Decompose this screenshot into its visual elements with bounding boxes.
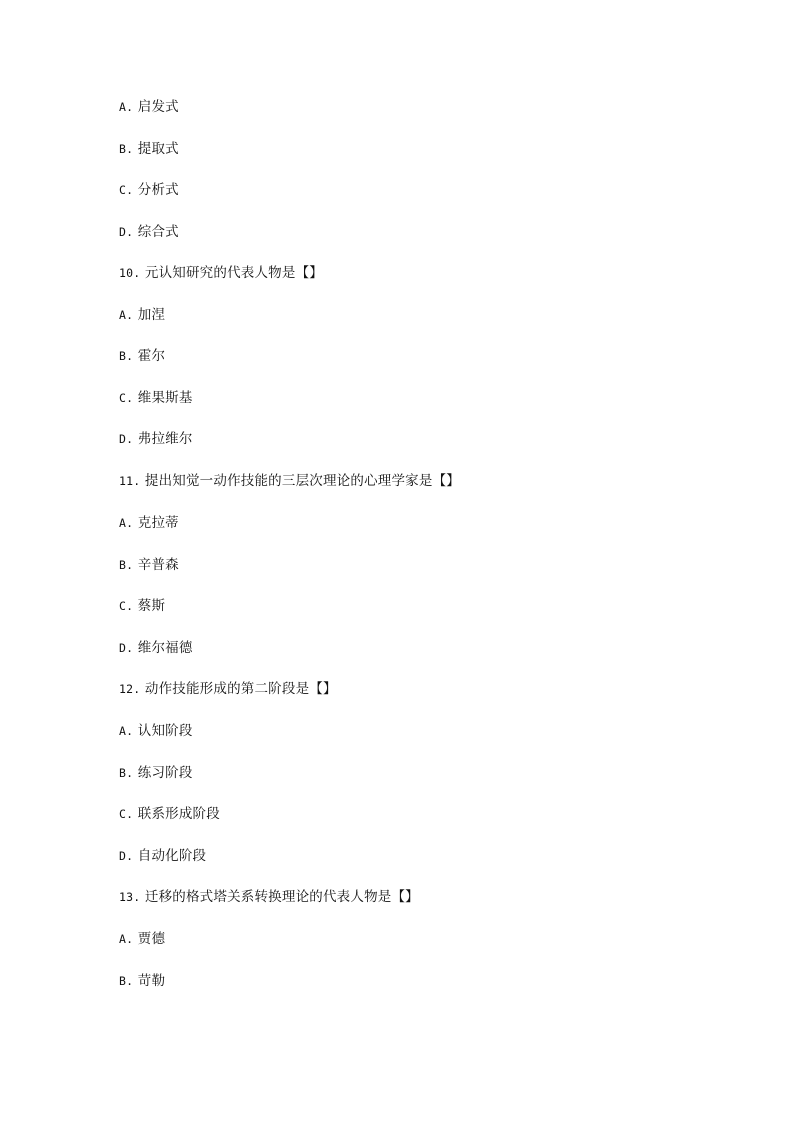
option-text: 贾德 xyxy=(137,931,166,947)
option-line xyxy=(119,388,193,408)
option-letter: B. xyxy=(119,349,134,363)
option-text: 辛普森 xyxy=(137,557,179,573)
option-letter: D. xyxy=(119,432,134,446)
question-text: 动作技能形成的第二阶段是【】 xyxy=(144,681,337,697)
option-letter: C. xyxy=(119,599,134,613)
option-text: 克拉蒂 xyxy=(137,515,179,531)
option-letter: A. xyxy=(119,724,134,738)
option-line xyxy=(119,180,179,200)
option-text: 蔡斯 xyxy=(137,598,166,614)
option-text: 霍尔 xyxy=(137,348,166,364)
option-text: 练习阶段 xyxy=(137,765,193,781)
option-letter: D. xyxy=(119,225,134,239)
option-line xyxy=(119,97,179,117)
option-letter: A. xyxy=(119,932,134,946)
option-text: 分析式 xyxy=(137,182,179,198)
question-number: 13. xyxy=(119,890,141,904)
question-text: 迁移的格式塔关系转换理论的代表人物是【】 xyxy=(144,889,419,905)
question-line xyxy=(119,679,337,699)
question-line xyxy=(119,887,419,907)
option-letter: C. xyxy=(119,183,134,197)
option-line xyxy=(119,222,179,242)
option-line xyxy=(119,804,220,824)
option-line xyxy=(119,429,193,449)
option-letter: B. xyxy=(119,142,134,156)
question-line xyxy=(119,471,460,491)
option-letter: D. xyxy=(119,641,134,655)
option-text: 维果斯基 xyxy=(137,390,193,406)
question-text: 提出知觉一动作技能的三层次理论的心理学家是【】 xyxy=(144,473,460,489)
question-number: 12. xyxy=(119,682,141,696)
option-text: 苛勒 xyxy=(137,973,166,989)
option-line xyxy=(119,139,179,159)
question-text: 元认知研究的代表人物是【】 xyxy=(144,265,323,281)
option-line xyxy=(119,638,193,658)
option-line xyxy=(119,971,165,991)
option-letter: B. xyxy=(119,974,134,988)
option-line xyxy=(119,305,165,325)
question-number: 10. xyxy=(119,266,141,280)
option-text: 维尔福德 xyxy=(137,640,193,656)
option-letter: D. xyxy=(119,849,134,863)
option-line xyxy=(119,346,165,366)
option-text: 提取式 xyxy=(137,141,179,157)
option-letter: C. xyxy=(119,391,134,405)
question-line xyxy=(119,263,323,283)
option-letter: A. xyxy=(119,308,134,322)
option-text: 综合式 xyxy=(137,224,179,240)
option-letter: A. xyxy=(119,516,134,530)
option-text: 联系形成阶段 xyxy=(137,806,220,822)
option-text: 弗拉维尔 xyxy=(137,431,193,447)
option-line xyxy=(119,929,165,949)
option-text: 认知阶段 xyxy=(137,723,193,739)
option-line xyxy=(119,555,179,575)
option-text: 自动化阶段 xyxy=(137,848,207,864)
option-line xyxy=(119,721,193,741)
option-line xyxy=(119,596,165,616)
option-text: 启发式 xyxy=(137,99,179,115)
question-number: 11. xyxy=(119,474,141,488)
option-line xyxy=(119,513,179,533)
option-line xyxy=(119,763,193,783)
option-text: 加涅 xyxy=(137,307,166,323)
option-line xyxy=(119,846,206,866)
option-letter: A. xyxy=(119,100,134,114)
option-letter: B. xyxy=(119,766,134,780)
option-letter: C. xyxy=(119,807,134,821)
option-letter: B. xyxy=(119,558,134,572)
